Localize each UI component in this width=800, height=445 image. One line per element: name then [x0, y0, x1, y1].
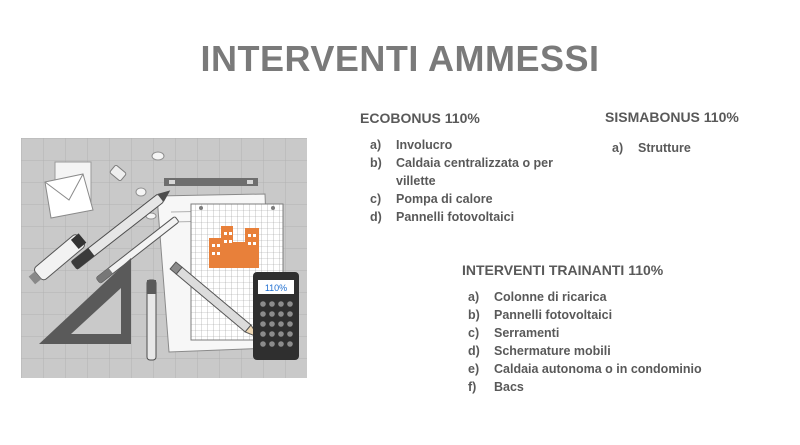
list-item-text: Colonne di ricarica: [494, 290, 607, 304]
list-marker: a): [370, 138, 382, 152]
list-item-text: Involucro: [396, 138, 453, 152]
list-marker: e): [468, 362, 480, 376]
list-marker: d): [370, 210, 382, 224]
list-marker: c): [468, 326, 480, 340]
list-item: [370, 154, 570, 190]
list-item-text: Schermature mobili: [494, 344, 611, 358]
list-item: [468, 288, 748, 306]
list-item: [370, 208, 570, 226]
list-item-text: Bacs: [494, 380, 524, 394]
page-title: INTERVENTI AMMESSI: [200, 38, 600, 79]
paper-scrap: [152, 152, 164, 160]
list-item-text: Pannelli fotovoltaici: [494, 308, 613, 322]
list-item: [468, 342, 748, 360]
office-desk-illustration: [21, 138, 307, 378]
list-item: [370, 136, 570, 154]
list-marker: a): [612, 141, 624, 155]
list-item: [468, 378, 748, 396]
list-marker: d): [468, 344, 480, 358]
sismabonus-title: SISMABONUS 110%: [605, 109, 739, 125]
list-item-text: Pannelli fotovoltaici: [396, 210, 515, 224]
list-item: [468, 306, 748, 324]
trainanti-title: INTERVENTI TRAINANTI 110%: [462, 262, 664, 278]
ecobonus-title: ECOBONUS 110%: [360, 110, 480, 126]
list-item: [468, 324, 748, 342]
list-marker: b): [370, 156, 382, 170]
sismabonus-list: [612, 139, 762, 157]
ecobonus-list: [370, 136, 570, 226]
binder-strip: [164, 178, 258, 186]
list-item-text: Strutture: [638, 141, 691, 155]
list-item-text: Caldaia autonoma o in condominio: [494, 362, 702, 376]
pen-icon: [147, 280, 156, 360]
list-item-text: Serramenti: [494, 326, 560, 340]
list-item-text: Pompa di calore: [396, 192, 493, 206]
calculator-icon: [253, 272, 299, 360]
trainanti-list: [468, 288, 748, 396]
list-marker: f): [468, 380, 477, 394]
list-item: [468, 360, 748, 378]
paper-scrap: [136, 188, 146, 196]
list-marker: c): [370, 192, 382, 206]
list-item: [612, 139, 762, 157]
list-marker: a): [468, 290, 480, 304]
calculator-display: 110%: [264, 283, 288, 293]
list-marker: b): [468, 308, 480, 322]
list-item-text: Caldaia centralizzata o per villette: [396, 156, 554, 188]
list-item: [370, 190, 570, 208]
